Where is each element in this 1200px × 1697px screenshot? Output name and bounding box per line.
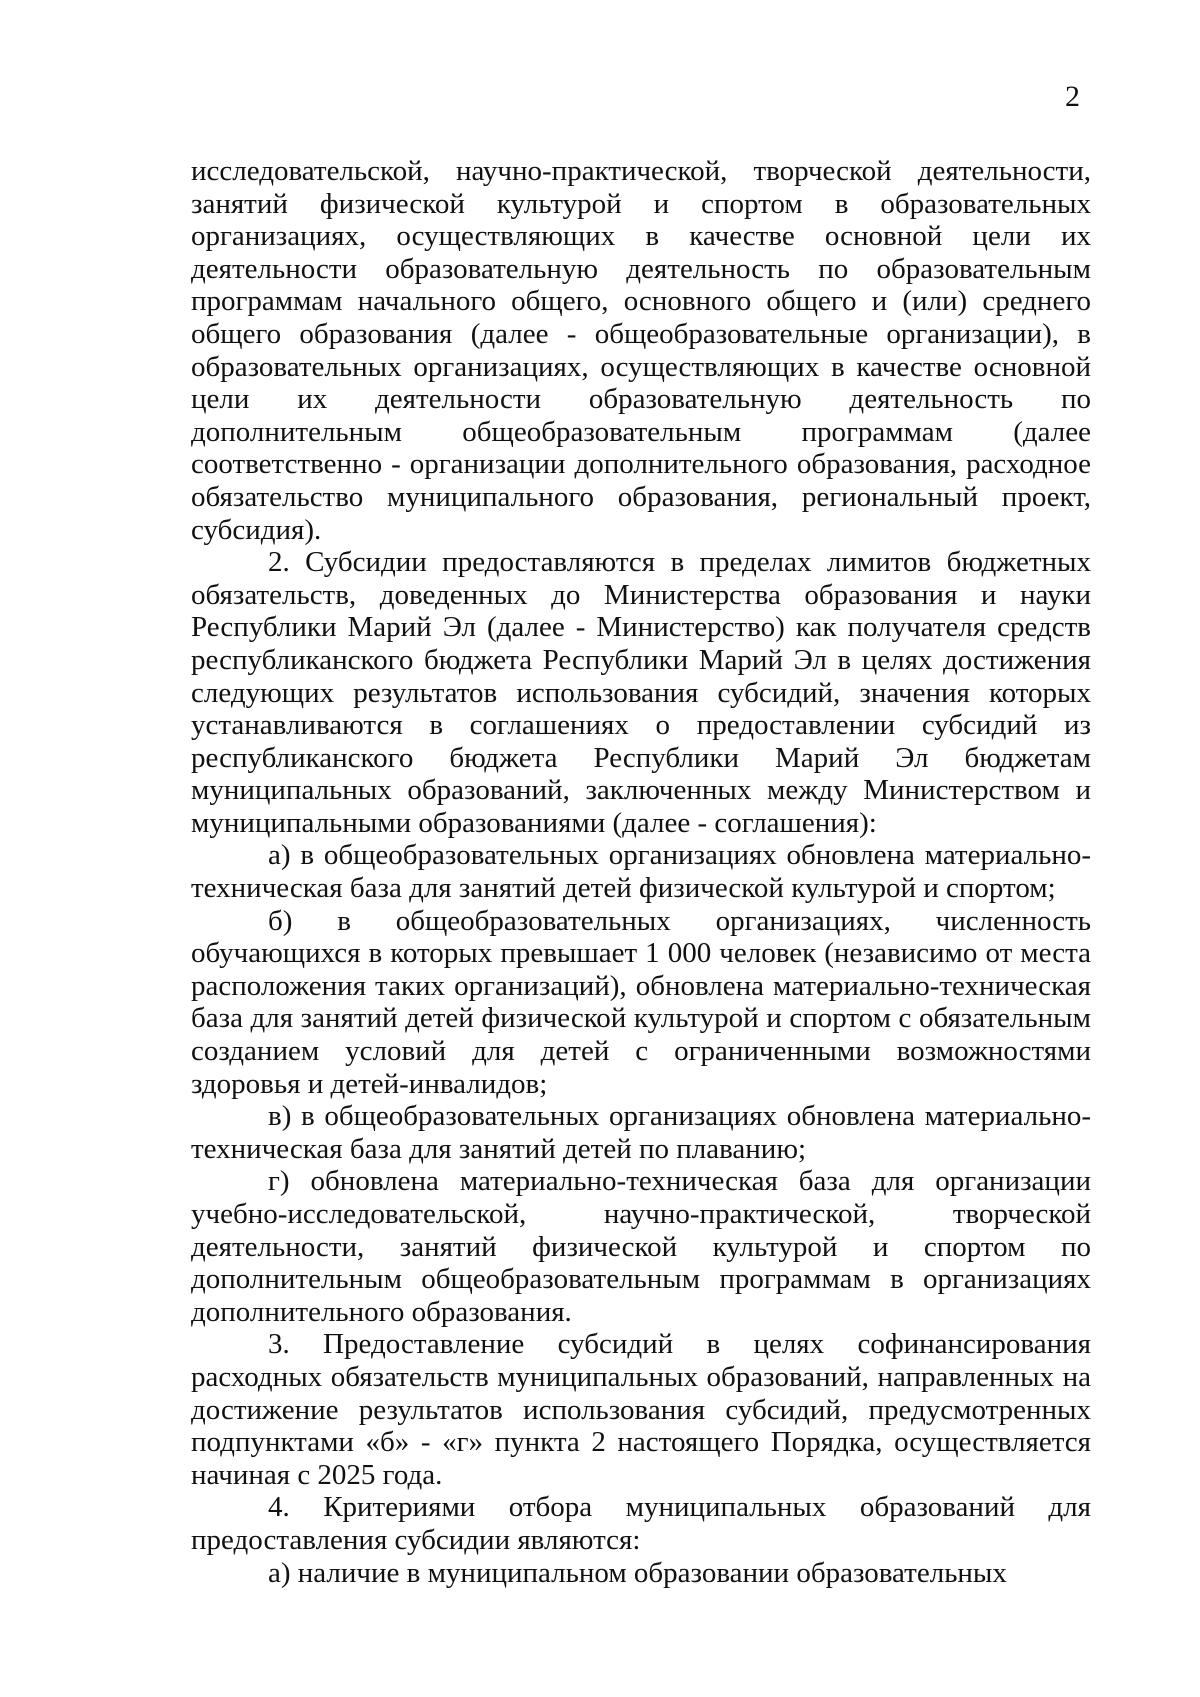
paragraph-item-3: 3. Предоставление субсидий в целях софинансирования расходных обязательств муниципальных образований, направленных на достижение результатов использования субсидий, предусмотренных подпунктами «б» - «г» пункта 2 настоящего Порядка, осуществляется начиная с 2025 года. bbox=[191, 1328, 1091, 1491]
paragraph-subitem-v: в) в общеобразовательных организациях обновлена материально-техническая база для занятий детей по плаванию; bbox=[191, 1100, 1091, 1165]
paragraph-subitem-g: г) обновлена материально-техническая база для организации учебно-исследовательской, научно-практической, творческой деятельности, занятий физической культурой и спортом по дополнительным общеобразовательным программам в организациях дополнительного образования. bbox=[191, 1165, 1091, 1328]
page-number: 2 bbox=[1065, 80, 1080, 113]
paragraph-item-2: 2. Субсидии предоставляются в пределах лимитов бюджетных обязательств, доведенных до Министерства образования и науки Республики Марий Эл (далее - Министерство) как получателя средств республиканского бюджета Республики Марий Эл в целях достижения следующих результатов использования субсидий, значения которых устанавливаются в соглашениях о предоставлении субсидий из республиканского бюджета Республики Марий Эл бюджетам муниципальных образований, заключенных между Министерством и муниципальными образованиями (далее - соглашения): bbox=[191, 546, 1091, 839]
paragraph-item-4: 4. Критериями отбора муниципальных образований для предоставления субсидии являются: bbox=[191, 1491, 1091, 1556]
paragraph-subitem-a: а) в общеобразовательных организациях обновлена материально-техническая база для занятий детей физической культурой и спортом; bbox=[191, 839, 1091, 905]
paragraph-subitem-b: б) в общеобразовательных организациях, численность обучающихся в которых превышает 1 000 человек (независимо от места расположения таких организаций), обновлена материально-техническая база для занятий детей физической культурой и спортом с обязательным созданием условий для детей с ограниченными возможностями здоровья и детей-инвалидов; bbox=[191, 904, 1091, 1100]
paragraph-continuation: исследовательской, научно-практической, творческой деятельности, занятий физической культурой и спортом в образовательных организациях, осуществляющих в качестве основной цели их деятельности образовательную деятельность по образовательным программам начального общего, основного общего и (или) среднего общего образования (далее - общеобразовательные организации), в образовательных организациях, осуществляющих в качестве основной цели их деятельности образовательную деятельность по дополнительным общеобразовательным программам (далее соответственно - организации дополнительного образования, расходное обязательство муниципального образования, региональный проект, субсидия). bbox=[191, 155, 1091, 546]
paragraph-item-4-subitem-a: а) наличие в муниципальном образовании образовательных bbox=[268, 1556, 1007, 1589]
document-body bbox=[191, 155, 1091, 1589]
